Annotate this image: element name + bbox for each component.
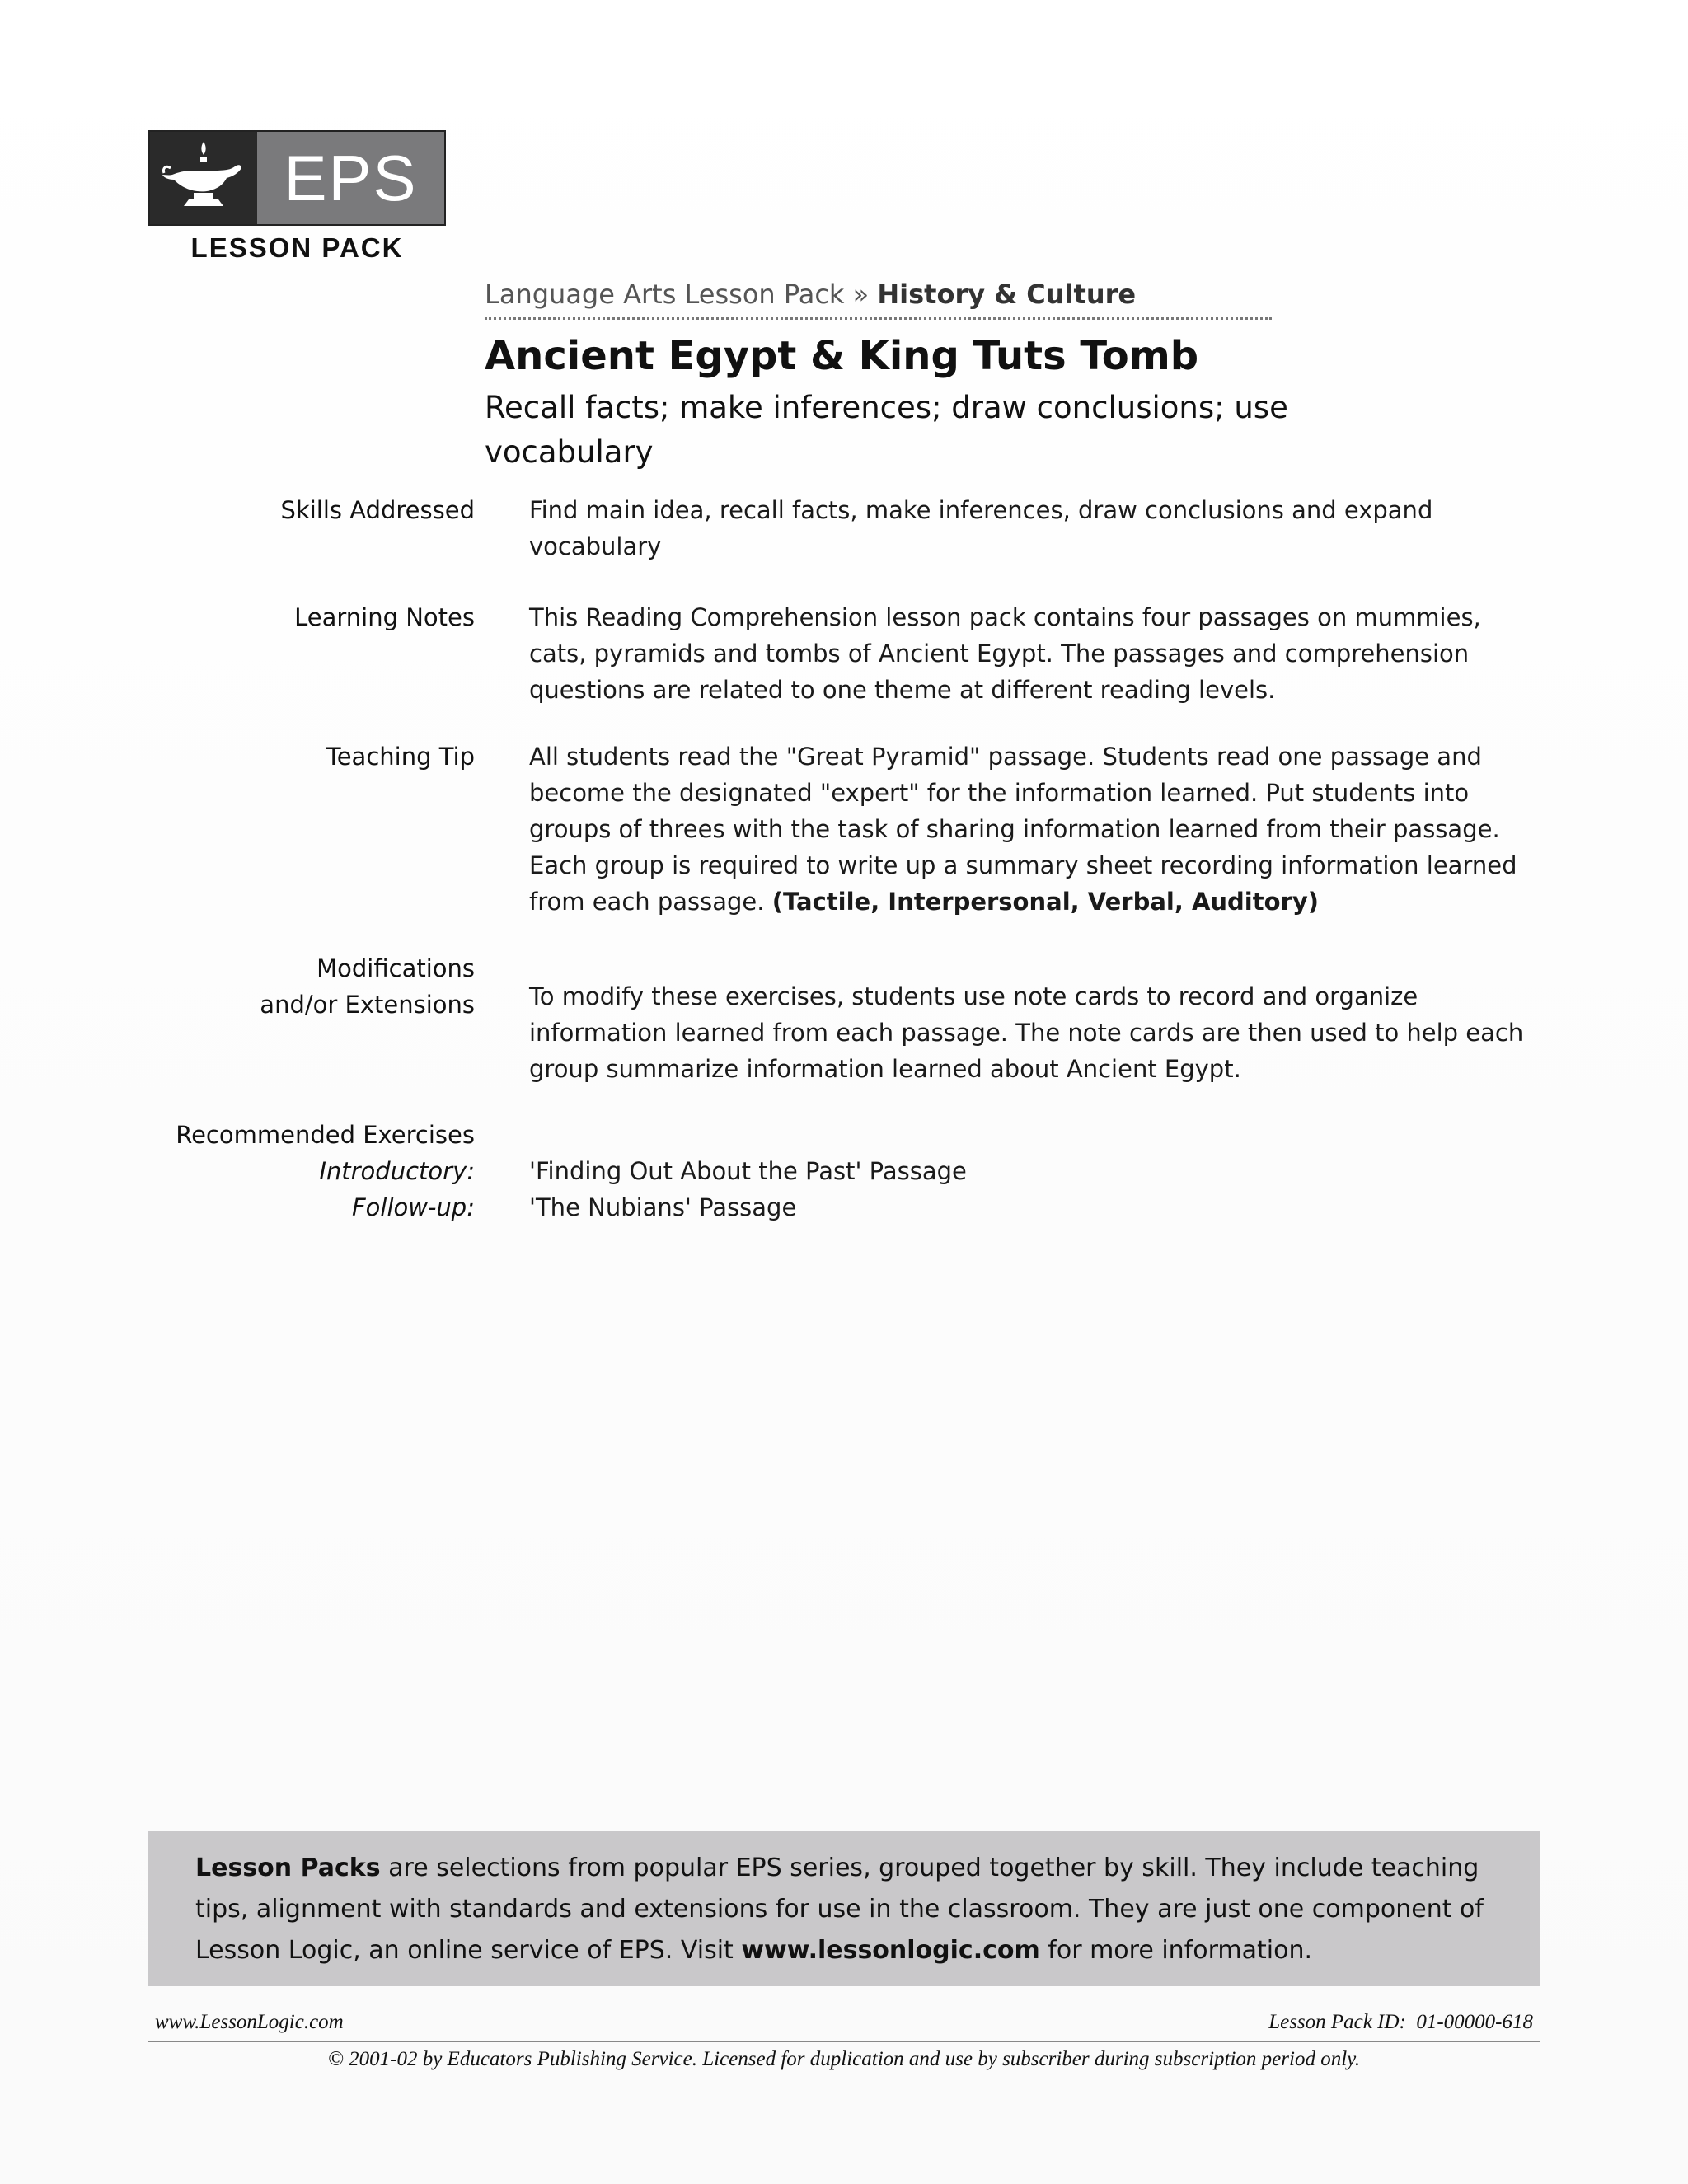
learning-notes-label: Learning Notes	[294, 603, 475, 631]
footer-pack-id	[1268, 2011, 1533, 2034]
footer-site: www.LessonLogic.com	[155, 2011, 344, 2033]
breadcrumb-section: History & Culture	[877, 279, 1137, 310]
modifications-text: To modify these exercises, students use note cards to record and organize information learned from each passage. The note cards are then used to help each group summarize information learned about Ancient Egypt.	[529, 982, 1524, 1083]
page-subtitle: Recall facts; make inferences; draw conclusions; use vocabulary	[485, 390, 1288, 470]
pack-id-label: Lesson Pack ID:	[1268, 2011, 1406, 2033]
info-box-text	[195, 1848, 1492, 1971]
pack-id-value: 01-00000-618	[1416, 2011, 1533, 2033]
info-box-tail: for more information.	[1039, 1936, 1313, 1965]
footer-rule	[148, 2041, 1540, 2042]
teaching-tip-text	[529, 738, 1526, 920]
modifications-label-line1: Modifications	[316, 954, 475, 982]
info-box-lead: Lesson Packs	[195, 1854, 381, 1882]
skills-text: Find main idea, recall facts, make inferences, draw conclusions and expand vocabulary	[529, 496, 1433, 560]
followup-label: Follow-up:	[351, 1193, 475, 1221]
logo-caption: LESSON PACK	[190, 232, 404, 263]
eps-logo	[148, 130, 446, 226]
oil-lamp-icon	[150, 132, 257, 224]
teaching-tip-body: All students read the "Great Pyramid" passage. Students read one passage and become the designated "expert" for the information learned. Put students into groups of threes with the task of sharing information learned from their passage. Each group is required to write up a summary sheet recording information learned from each passage.	[529, 743, 1517, 916]
introductory-label: Introductory:	[319, 1157, 475, 1185]
introductory-value: 'Finding Out About the Past' Passage	[529, 1157, 967, 1185]
breadcrumb-prefix: Language Arts Lesson Pack	[485, 279, 845, 310]
lesson-packs-info-box	[148, 1831, 1540, 1986]
breadcrumb-separator: »	[852, 279, 870, 310]
info-box-body: are selections from popular EPS series, grouped together by skill. They include teaching tips, alignment with standards and extensions for use in the classroom. They are just one component of Lesson Logic, an online service of EPS. Visit	[195, 1854, 1484, 1965]
followup-value: 'The Nubians' Passage	[529, 1193, 797, 1221]
breadcrumb	[485, 279, 1136, 310]
modifications-label-line2: and/or Extensions	[260, 991, 475, 1019]
lessonlogic-link[interactable]: www.lessonlogic.com	[741, 1936, 1040, 1965]
learning-notes-text: This Reading Comprehension lesson pack contains four passages on mummies, cats, pyramids and tombs of Ancient Egypt. The passages and comprehension questions are related to one theme at different reading levels.	[529, 603, 1481, 704]
teaching-tip-label: Teaching Tip	[326, 743, 475, 771]
dotted-divider	[485, 317, 1272, 320]
teaching-tip-modalities: (Tactile, Interpersonal, Verbal, Auditory)	[771, 888, 1319, 916]
logo-wordmark: EPS	[257, 132, 444, 224]
skills-label: Skills Addressed	[280, 496, 475, 524]
copyright: © 2001-02 by Educators Publishing Service. Licensed for duplication and use by subscriber during subscription period only.	[327, 2048, 1361, 2070]
modifications-label	[260, 950, 475, 1023]
recommended-label: Recommended Exercises	[176, 1121, 475, 1149]
page-title: Ancient Egypt & King Tuts Tomb	[485, 333, 1199, 379]
